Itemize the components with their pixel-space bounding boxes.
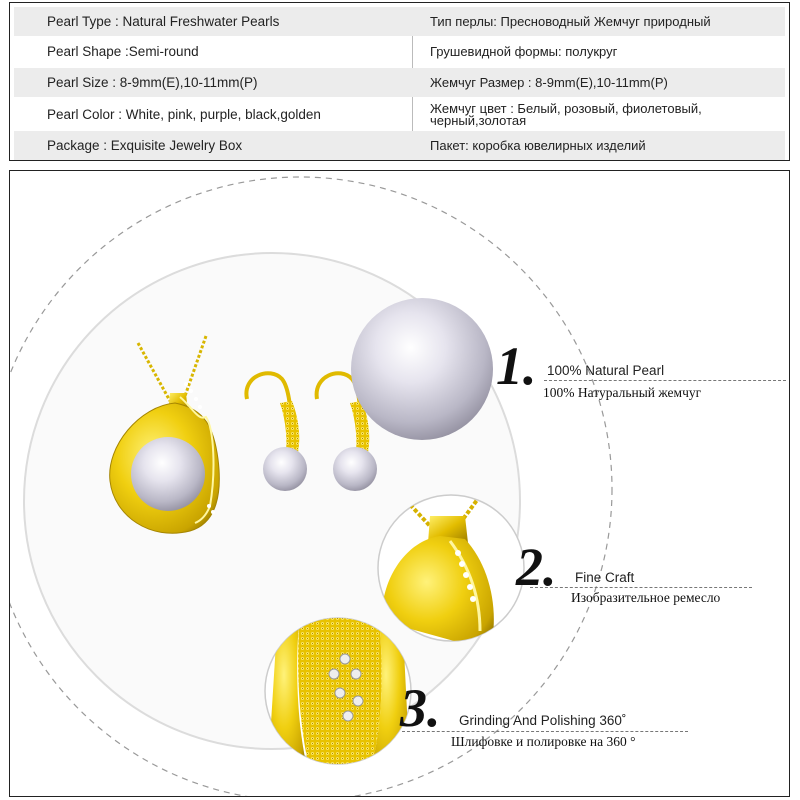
feature-number: 2. bbox=[516, 537, 557, 597]
spec-label-ru: Грушевидной формы: полукруг bbox=[430, 43, 618, 59]
dashed-divider bbox=[402, 731, 688, 732]
spec-label-en: Pearl Type : Natural Freshwater Pearls bbox=[47, 14, 280, 29]
spec-table bbox=[9, 2, 790, 161]
dashed-divider bbox=[530, 587, 752, 588]
feature-number: 3. bbox=[400, 678, 441, 738]
feature-title: Grinding And Polishing 360˚ bbox=[459, 713, 627, 728]
spec-row-pearl-size bbox=[14, 68, 785, 97]
feature-title: Fine Craft bbox=[575, 570, 635, 585]
spec-label-ru: Жемчуг Размер : 8-9mm(E),10-11mm(P) bbox=[430, 74, 668, 90]
spec-label-ru: Пакет: коробка ювелирных изделий bbox=[430, 137, 646, 153]
spec-row-pearl-color bbox=[14, 100, 785, 129]
pearl-closeup-image bbox=[351, 298, 493, 440]
dashed-divider bbox=[544, 380, 786, 381]
spec-label-en: Pearl Shape :Semi-round bbox=[47, 44, 199, 59]
feature-number: 1. bbox=[496, 336, 537, 396]
feature-subtitle: Шлифовке и полировке на 360 ° bbox=[451, 734, 636, 749]
spec-row-pearl-type bbox=[14, 7, 785, 36]
spec-label-en: Pearl Size : 8-9mm(E),10-11mm(P) bbox=[47, 75, 258, 90]
spec-label-en: Pearl Color : White, pink, purple, black,golden bbox=[47, 107, 321, 122]
spec-label-ru: Жемчуг цвет : Белый, розовый, фиолетовый, черный,золотая bbox=[430, 100, 702, 128]
spec-row-package bbox=[14, 131, 785, 160]
product-panel bbox=[9, 170, 790, 797]
feature-title: 100% Natural Pearl bbox=[547, 363, 665, 378]
feature-subtitle: Изобразительное ремесло bbox=[571, 590, 721, 605]
feature-subtitle: 100% Натуральный жемчуг bbox=[543, 385, 702, 400]
spec-label-ru: Тип перлы: Пресноводный Жемчуг природный bbox=[430, 13, 711, 29]
spec-label-en: Package : Exquisite Jewelry Box bbox=[47, 138, 243, 153]
spec-row-pearl-shape bbox=[14, 37, 785, 66]
